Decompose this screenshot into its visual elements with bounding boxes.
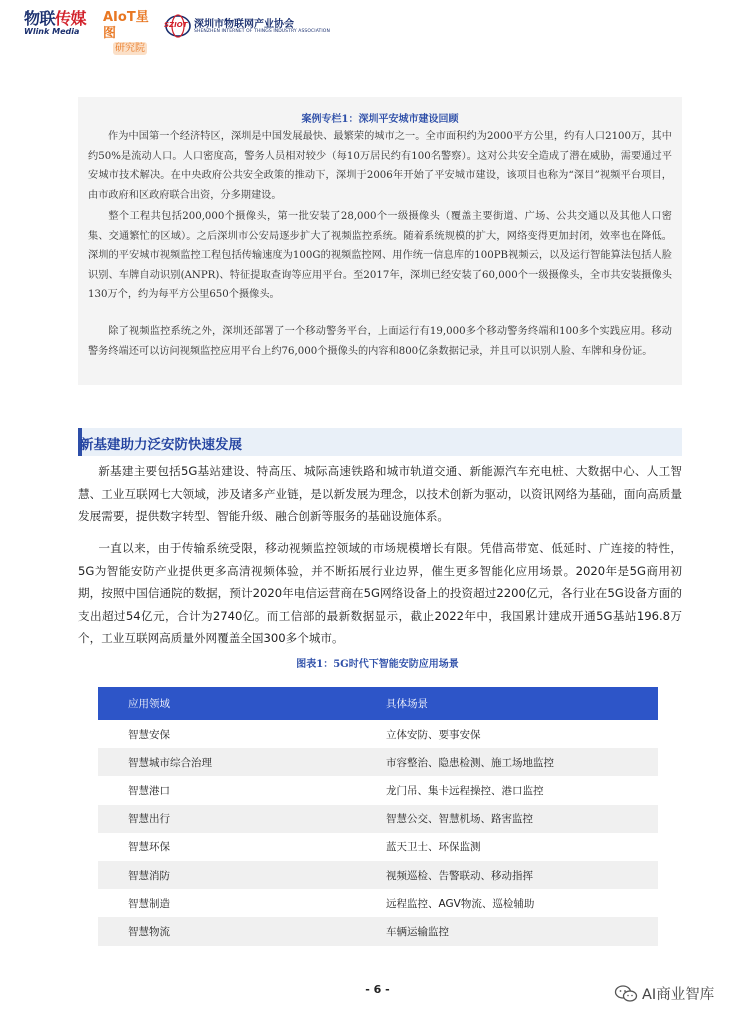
table-caption: 图表1：5G时代下智能安防应用场景 [296, 659, 459, 670]
table-cell-domain: 智慧环保 [98, 833, 360, 861]
body-paragraph [78, 537, 682, 650]
table-cell-scenario: 蓝天卫士、环保监测 [360, 833, 658, 861]
case-study-box [78, 97, 682, 385]
sziot-logo [164, 13, 364, 43]
wechat-icon [614, 984, 638, 1004]
table-cell-domain: 智慧制造 [98, 889, 360, 917]
logo3-english: SHENZHEN INTERNET OF THINGS INDUSTRY ASSOCIATION [194, 29, 330, 34]
table-row [98, 776, 658, 804]
case-study-text-2: 整个工程共包括200,000个摄像头，第一批安装了28,000个一级摄像头（覆盖主要街道、广场、公共交通以及其他人口密集、交通繁忙的区域）。之后深圳市公安局逐步扩大了视频监控系统。随着系统规模的扩大，网络变得更加封闭，效率也在降低。深圳的平安城市视频监控工程包括传输速度为100G的视频监控网、用作统一信息库的100PB视频云，以及运行智能算法包括人脸识别、车牌自动识别(ANPR)、特征提取查询等应用平台。至2017年，深圳已经安装了60,000个一级摄像头，全市共安装摄像头130万个，约为每平方公里650个摄像头。 [88, 211, 672, 300]
column-header-domain: 应用领域 [98, 687, 360, 720]
table-row [98, 720, 658, 748]
body-text-1: 新基建主要包括5G基站建设、特高压、城际高速铁路和城市轨道交通、新能源汽车充电桩、大数据中心、人工智慧、工业互联网七大领域，涉及诸多产业链，是以新发展为理念，以技术创新为驱动，以资讯网络为基础，面向高质量发展需要，提供数字转型、智能升级、融合创新等服务的基础设施体系。 [78, 464, 682, 523]
watermark-text: AI商业智库 [642, 987, 715, 1003]
table-row [98, 917, 658, 945]
aiot-logo [103, 10, 155, 54]
page-number: - 6 - [365, 983, 390, 996]
table-cell-domain: 智慧安保 [98, 720, 360, 748]
table-row [98, 748, 658, 776]
case-study-paragraph [88, 127, 672, 205]
table-cell-scenario: 龙门吊、集卡远程操控、港口监控 [360, 776, 658, 804]
logo3-name: 深圳市物联网产业协会 [194, 19, 294, 30]
logo2-text: AIoT星图 [103, 10, 149, 41]
table-cell-scenario: 智慧公交、智慧机场、路害监控 [360, 805, 658, 833]
case-study-title: 案例专栏1：深圳平安城市建设回顾 [301, 114, 459, 125]
section-title: 新基建助力泛安防快速发展 [80, 437, 242, 453]
table-cell-scenario: 远程监控、AGV物流、巡检辅助 [360, 889, 658, 917]
table-cell-domain: 智慧港口 [98, 776, 360, 804]
table-cell-domain: 智慧出行 [98, 805, 360, 833]
logo1-text-a: 物联 [24, 9, 56, 28]
table-row [98, 805, 658, 833]
logo1-subtitle: Wlink Media [24, 27, 80, 36]
table-cell-scenario: 市容整治、隐患检测、施工场地监控 [360, 748, 658, 776]
column-header-scenario: 具体场景 [360, 687, 658, 720]
table-cell-scenario: 视频巡检、告警联动、移动指挥 [360, 861, 658, 889]
logo1-text-b: 传媒 [55, 9, 87, 28]
table-header-row [98, 687, 658, 720]
table-row [98, 833, 658, 861]
case-study-paragraph [88, 207, 672, 305]
body-text-2: 一直以来，由于传输系统受限，移动视频监控领域的市场规模增长有限。凭借高带宽、低延时、广连接的特性，5G为智能安防产业提供更多高清视频体验，并不断拓展行业边界，催生更多智能化应用场景。2020年是5G商用初期，按照中国信通院的数据，预计2020年电信运营商在5G网络设备上的投资超过2200亿元，各行业在5G设备方面的支出超过54亿元，合计为2740亿。而工信部的最新数据显示，截止2022年中，我国累计建成开通5G基站196.8万个，工业互联网高质量外网覆盖全国300多个城市。 [78, 541, 682, 645]
table-cell-scenario: 立体安防、要事安保 [360, 720, 658, 748]
table-cell-domain: 智慧城市综合治理 [98, 748, 360, 776]
case-study-paragraph [88, 322, 672, 361]
wlink-media-logo [24, 10, 94, 40]
application-scenarios-table [98, 687, 658, 946]
case-study-text-3: 除了视频监控系统之外，深圳还部署了一个移动警务平台，上面运行有19,000多个移动警务终端和100多个实践应用。移动警务终端还可以访问视频监控应用平台上约76,000个摄像头的内容和800亿条数据记录，并且可以识别人脸、车牌和身份证。 [88, 326, 672, 357]
body-paragraph [78, 460, 682, 528]
wechat-watermark [614, 982, 754, 1006]
table-cell-domain: 智慧消防 [98, 861, 360, 889]
page-header [0, 0, 755, 54]
logo2-subtitle: 研究院 [115, 43, 145, 54]
table-cell-scenario: 车辆运输监控 [360, 917, 658, 945]
table-row [98, 861, 658, 889]
logo3-mark-text: SZIOT [164, 21, 188, 29]
table-row [98, 889, 658, 917]
table-cell-domain: 智慧物流 [98, 917, 360, 945]
case-study-text-1: 作为中国第一个经济特区，深圳是中国发展最快、最繁荣的城市之一。全市面积约为2000平方公里，约有人口2100万，其中约50%是流动人口。人口密度高，警务人员相对较少（每10万居民约有100名警察）。这对公共安全造成了潜在威胁，需要通过平安城市技术解决。在中央政府公共安全政策的推动下，深圳于2006年开始了平安城市建设，该项目也称为“深目”视频平台项目，由市政府和区政府联合出资，分多期建设。 [88, 131, 672, 201]
